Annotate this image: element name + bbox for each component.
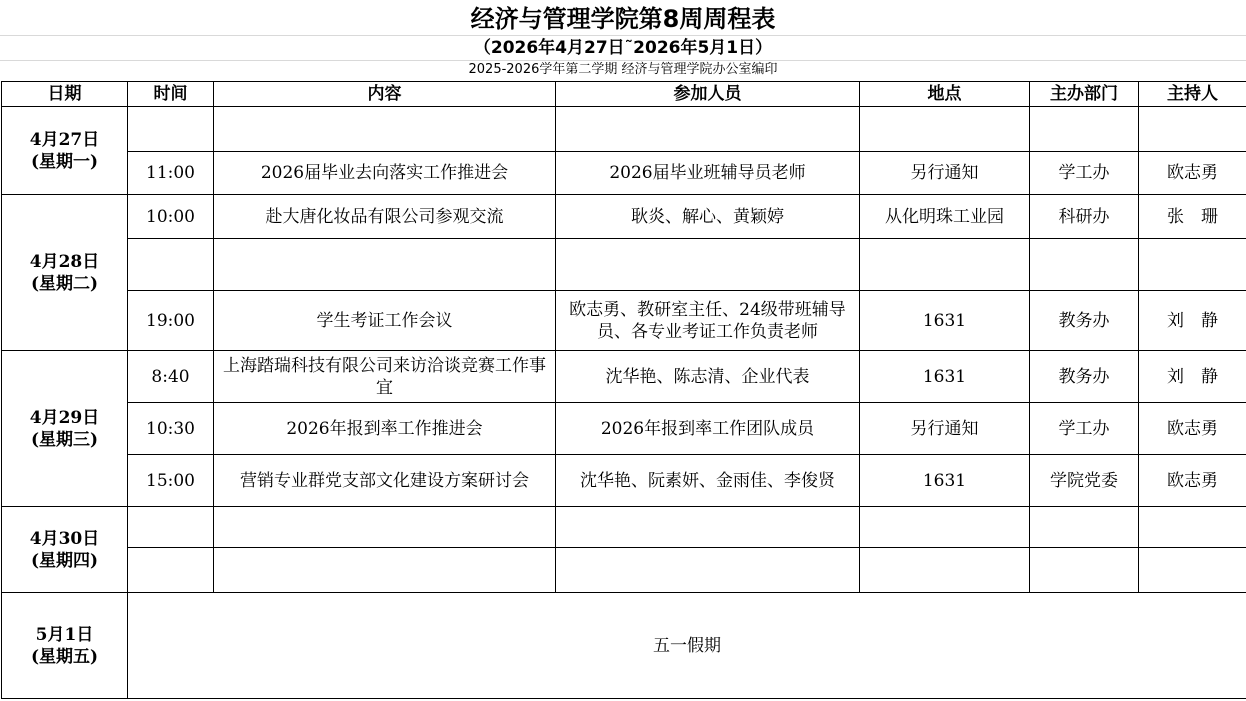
date-label: 5月1日 (35, 624, 94, 645)
table-row (2, 107, 1246, 152)
participants-cell: 欧志勇、教研室主任、24级带班辅导员、各专业考证工作负责老师 (556, 291, 860, 351)
weekday-label: (星期四) (30, 550, 99, 571)
column-header-participants: 参加人员 (556, 82, 860, 107)
table-row (2, 291, 1246, 351)
participants-cell: 2026年报到率工作团队成员 (556, 403, 860, 455)
holiday-cell: 五一假期 (128, 593, 1246, 699)
content-cell (214, 507, 556, 548)
column-header-host: 主持人 (1139, 82, 1246, 107)
participants-cell (556, 107, 860, 152)
table-row (2, 507, 1246, 548)
content-cell (214, 107, 556, 152)
participants-cell (556, 548, 860, 593)
date-range-subtitle: （2026年4月27日˜2026年5月1日） (473, 38, 773, 58)
date-label: 4月28日 (29, 251, 100, 272)
page-title: 经济与管理学院第8周周程表 (470, 5, 776, 33)
time-cell: 10:30 (128, 403, 214, 455)
table-row (2, 593, 1246, 699)
content-cell: 2026年报到率工作推进会 (214, 403, 556, 455)
date-cell (2, 507, 128, 593)
location-cell: 1631 (860, 351, 1030, 403)
time-cell: 10:00 (128, 195, 214, 239)
participants-cell: 沈华艳、陈志清、企业代表 (556, 351, 860, 403)
time-cell: 19:00 (128, 291, 214, 351)
host-cell: 欧志勇 (1139, 455, 1246, 507)
location-cell: 1631 (860, 455, 1030, 507)
host-cell (1139, 548, 1246, 593)
department-cell: 学工办 (1030, 403, 1139, 455)
department-cell (1030, 548, 1139, 593)
location-cell: 从化明珠工业园 (860, 195, 1030, 239)
participants-cell (556, 507, 860, 548)
table-row (2, 152, 1246, 195)
column-header-date: 日期 (2, 82, 128, 107)
date-cell (2, 593, 128, 699)
table-row (2, 403, 1246, 455)
weekly-schedule-table (1, 81, 1246, 699)
host-cell: 张 珊 (1139, 195, 1246, 239)
time-cell (128, 107, 214, 152)
host-cell: 刘 静 (1139, 291, 1246, 351)
weekday-label: (星期五) (30, 646, 99, 667)
department-cell: 学院党委 (1030, 455, 1139, 507)
time-cell: 15:00 (128, 455, 214, 507)
table-row (2, 351, 1246, 403)
content-cell (214, 548, 556, 593)
time-cell (128, 239, 214, 291)
host-cell (1139, 507, 1246, 548)
column-header-location: 地点 (860, 82, 1030, 107)
compiled-by-line: 2025-2026学年第二学期 经济与管理学院办公室编印 (468, 62, 778, 77)
time-cell (128, 507, 214, 548)
content-cell: 学生考证工作会议 (214, 291, 556, 351)
host-cell: 刘 静 (1139, 351, 1246, 403)
date-label: 4月27日 (29, 129, 100, 150)
department-cell: 教务办 (1030, 291, 1139, 351)
department-cell (1030, 507, 1139, 548)
participants-cell: 沈华艳、阮素妍、金雨佳、李俊贤 (556, 455, 860, 507)
department-cell (1030, 239, 1139, 291)
weekday-label: (星期一) (30, 151, 99, 172)
department-cell: 学工办 (1030, 152, 1139, 195)
location-cell (860, 507, 1030, 548)
host-cell (1139, 239, 1246, 291)
column-header-time: 时间 (128, 82, 214, 107)
date-label: 4月30日 (29, 528, 100, 549)
content-cell: 2026届毕业去向落实工作推进会 (214, 152, 556, 195)
department-cell: 科研办 (1030, 195, 1139, 239)
weekday-label: (星期二) (30, 273, 99, 294)
weekday-label: (星期三) (30, 429, 99, 450)
table-row (2, 455, 1246, 507)
host-cell (1139, 107, 1246, 152)
date-cell (2, 195, 128, 351)
column-header-content: 内容 (214, 82, 556, 107)
location-cell (860, 239, 1030, 291)
time-cell: 11:00 (128, 152, 214, 195)
column-header-department: 主办部门 (1030, 82, 1139, 107)
date-cell (2, 107, 128, 195)
content-cell: 上海踏瑞科技有限公司来访洽谈竞赛工作事宜 (214, 351, 556, 403)
date-label: 4月29日 (29, 407, 100, 428)
time-cell: 8:40 (128, 351, 214, 403)
content-cell: 赴大唐化妆品有限公司参观交流 (214, 195, 556, 239)
location-cell: 另行通知 (860, 403, 1030, 455)
content-cell (214, 239, 556, 291)
time-cell (128, 548, 214, 593)
content-cell: 营销专业群党支部文化建设方案研讨会 (214, 455, 556, 507)
table-row (2, 239, 1246, 291)
location-cell (860, 548, 1030, 593)
department-cell (1030, 107, 1139, 152)
department-cell: 教务办 (1030, 351, 1139, 403)
date-cell (2, 351, 128, 507)
table-row (2, 195, 1246, 239)
location-cell (860, 107, 1030, 152)
participants-cell: 2026届毕业班辅导员老师 (556, 152, 860, 195)
location-cell: 1631 (860, 291, 1030, 351)
participants-cell (556, 239, 860, 291)
participants-cell: 耿炎、解心、黄颖婷 (556, 195, 860, 239)
table-row (2, 548, 1246, 593)
header-row (2, 82, 1246, 107)
host-cell: 欧志勇 (1139, 152, 1246, 195)
host-cell: 欧志勇 (1139, 403, 1246, 455)
location-cell: 另行通知 (860, 152, 1030, 195)
